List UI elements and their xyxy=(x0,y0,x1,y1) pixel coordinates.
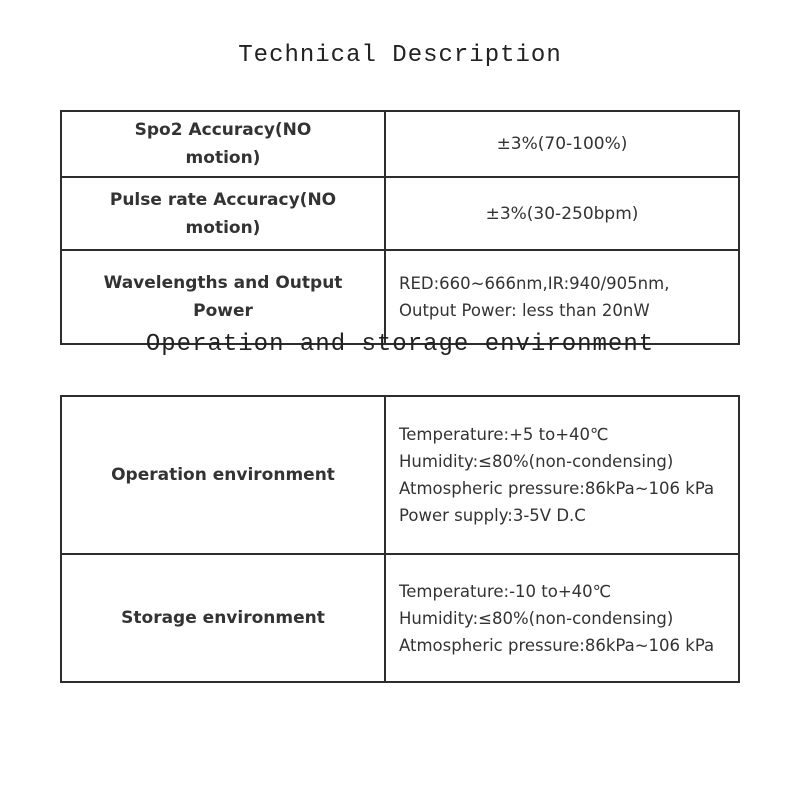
operation-environment-label: Operation environment xyxy=(111,464,335,485)
storage-temperature-line: Temperature:-10 to+40℃ xyxy=(399,581,612,601)
environment-heading: Operation and storage environment xyxy=(145,331,655,358)
pulse-rate-accuracy-value: ±3%(30-250bpm) xyxy=(385,177,739,250)
technical-spec-table xyxy=(60,110,740,345)
wavelengths-value-line-2: Output Power: less than 20nW xyxy=(399,301,650,321)
table-row xyxy=(61,554,739,682)
wavelengths-value-line-1: RED:660~666nm,IR:940/905nm, xyxy=(399,274,670,294)
operation-temperature-line: Temperature:+5 to+40℃ xyxy=(399,425,609,444)
wavelengths-value-cell xyxy=(385,250,739,344)
table-row xyxy=(61,250,739,344)
spo2-accuracy-label-cell xyxy=(61,111,385,177)
table-row xyxy=(61,111,739,177)
operation-environment-value-cell xyxy=(385,396,739,554)
pulse-rate-accuracy-label-cell xyxy=(61,177,385,250)
table-row xyxy=(61,396,739,554)
storage-environment-label: Storage environment xyxy=(121,607,325,628)
spo2-accuracy-label: Spo2 Accuracy(NO motion) xyxy=(134,120,312,169)
technical-description-heading: Technical Description xyxy=(238,42,562,69)
environment-spec-table xyxy=(60,395,740,683)
table-row xyxy=(61,177,739,250)
storage-environment-label-cell xyxy=(61,554,385,682)
operation-pressure-line: Atmospheric pressure:86kPa~106 kPa xyxy=(399,479,715,498)
pulse-rate-accuracy-label: Pulse rate Accuracy(NO motion) xyxy=(109,189,337,238)
storage-environment-value-cell xyxy=(385,554,739,682)
operation-power-supply-line: Power supply:3-5V D.C xyxy=(399,506,586,525)
storage-pressure-line: Atmospheric pressure:86kPa~106 kPa xyxy=(399,635,715,655)
wavelengths-label-cell xyxy=(61,250,385,344)
wavelengths-label: Wavelengths and Output Power xyxy=(103,273,343,322)
storage-humidity-line: Humidity:≤80%(non-condensing) xyxy=(399,608,674,628)
operation-environment-label-cell xyxy=(61,396,385,554)
operation-humidity-line: Humidity:≤80%(non-condensing) xyxy=(399,452,674,471)
spo2-accuracy-value: ±3%(70-100%) xyxy=(385,111,739,177)
